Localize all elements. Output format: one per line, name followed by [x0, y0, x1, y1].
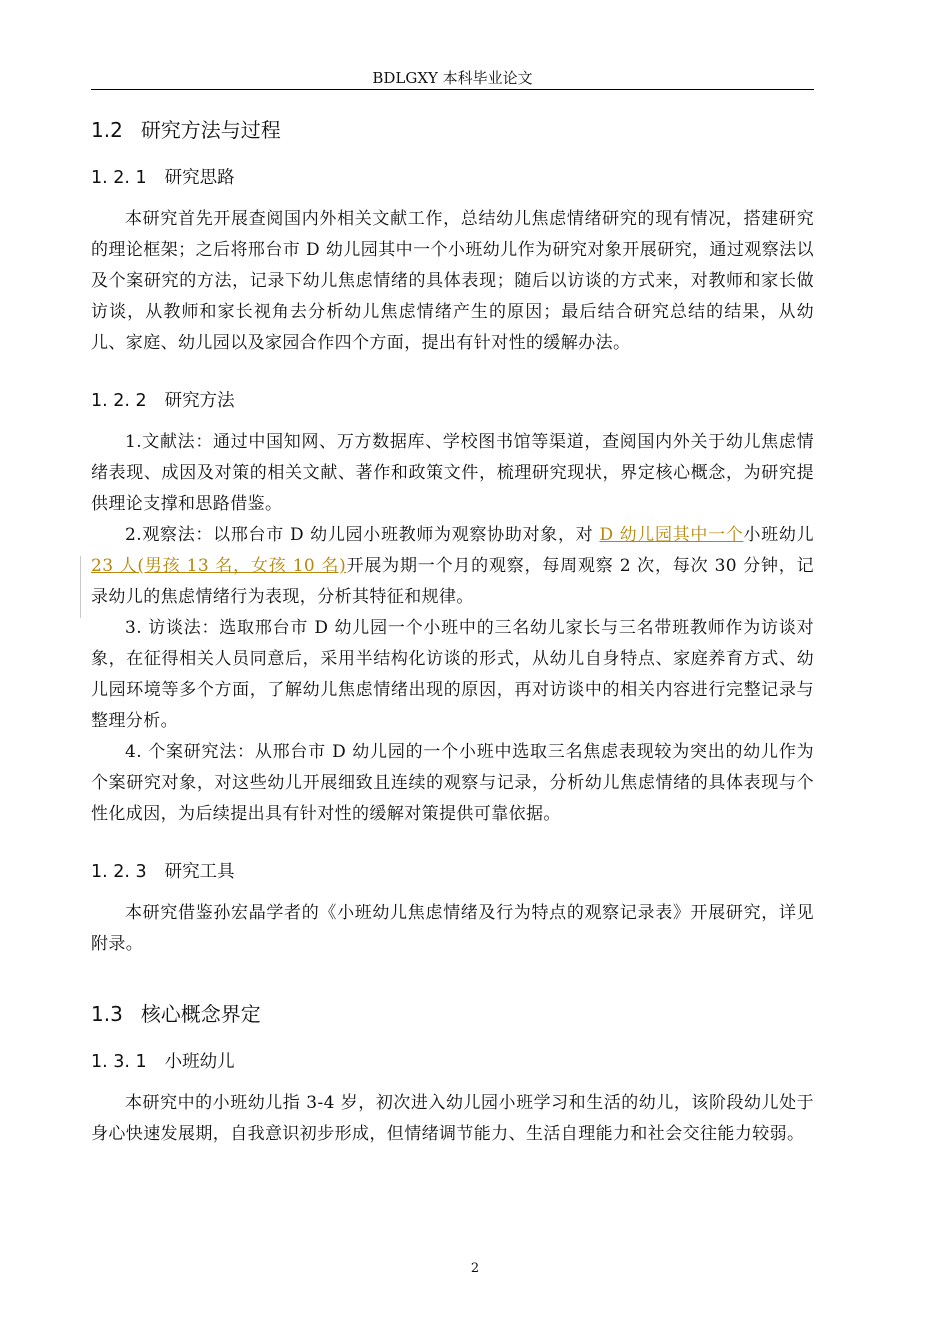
section-number: 1.2 — [91, 118, 123, 142]
document-body — [91, 112, 814, 1150]
text-run: 开展为期一个月的观察，每周观察 2 次，每次 30 分钟，记录幼儿的焦虑情绪行为表现，分析其特征和规律。 — [91, 556, 814, 607]
section-title: 核心概念界定 — [140, 1002, 261, 1026]
tracked-change-text[interactable]: D 幼儿园其中一个 — [599, 525, 744, 545]
text-run: 2.观察法：以邢台市 D 幼儿园小班教师为观察协助对象，对 — [125, 525, 600, 545]
subsection-title: 研究方法 — [164, 391, 235, 411]
paragraph-research-approach: 本研究首先开展查阅国内外相关文献工作，总结幼儿焦虑情绪研究的现有情况，搭建研究的理论框架；之后将邢台市 D 幼儿园其中一个小班幼儿作为研究对象开展研究，通过观察法以及个案研究的方法，记录下幼儿焦虑情绪的具体表现；随后以访谈的方式来，对教师和家长做访谈，从教师和家长视角去分析幼儿焦虑情绪产生的原因；最后结合研究总结的结果，从幼儿、家庭、幼儿园以及家园合作四个方面，提出有针对性的缓解办法。 — [91, 209, 814, 353]
paragraph-interview-method: 3. 访谈法：选取邢台市 D 幼儿园一个小班中的三名幼儿家长与三名带班教师作为访谈对象，在征得相关人员同意后，采用半结构化访谈的形式，从幼儿自身特点、家庭养育方式、幼儿园环境等多个方面，了解幼儿焦虑情绪出现的原因，再对访谈中的相关内容进行完整记录与整理分析。 — [91, 618, 814, 731]
paragraph-case-study-method: 4. 个案研究法：从邢台市 D 幼儿园的一个小班中选取三名焦虑表现较为突出的幼儿作为个案研究对象，对这些幼儿开展细致且连续的观察与记录，分析幼儿焦虑情绪的具体表现与个性化成因，为后续提出具有针对性的缓解对策提供可靠依据。 — [91, 742, 814, 824]
text-run: 小班幼儿 — [743, 525, 814, 545]
subsection-heading-1-3-1 — [91, 1046, 814, 1078]
subsection-title: 研究思路 — [164, 168, 235, 188]
page-number: 2 — [470, 1261, 480, 1276]
subsection-number: 1. 2. 3 — [91, 862, 147, 882]
paragraph-small-class-children: 本研究中的小班幼儿指 3-4 岁，初次进入幼儿园小班学习和生活的幼儿，该阶段幼儿处于身心快速发展期，自我意识初步形成，但情绪调节能力、生活自理能力和社会交往能力较弱。 — [91, 1093, 814, 1144]
subsection-heading-1-2-3 — [91, 856, 814, 888]
subsection-heading-1-2-1 — [91, 162, 814, 194]
subsection-number: 1. 2. 2 — [91, 391, 147, 411]
header-rule — [91, 89, 814, 90]
subsection-number: 1. 3. 1 — [91, 1052, 147, 1072]
paragraph-observation-method — [91, 520, 814, 613]
subsection-title: 小班幼儿 — [164, 1052, 235, 1072]
paragraph-literature-method: 1.文献法：通过中国知网、万方数据库、学校图书馆等渠道，查阅国内外关于幼儿焦虑情绪表现、成因及对策的相关文献、著作和政策文件，梳理研究现状，界定核心概念，为研究提供理论支撑和思路借鉴。 — [91, 432, 814, 514]
section-heading-1-3 — [91, 996, 814, 1032]
subsection-number: 1. 2. 1 — [91, 168, 147, 188]
section-number: 1.3 — [91, 1002, 123, 1026]
paragraph-research-tools: 本研究借鉴孙宏晶学者的《小班幼儿焦虑情绪及行为特点的观察记录表》开展研究，详见附录。 — [91, 903, 814, 954]
section-heading-1-2 — [91, 112, 814, 148]
page-header: BDLGXY 本科毕业论文 — [372, 69, 533, 87]
revision-change-bar — [80, 556, 81, 618]
subsection-title: 研究工具 — [164, 862, 235, 882]
section-title: 研究方法与过程 — [140, 118, 281, 142]
tracked-change-text[interactable]: 23 人(男孩 13 名，女孩 10 名) — [91, 556, 347, 576]
subsection-heading-1-2-2 — [91, 385, 814, 417]
